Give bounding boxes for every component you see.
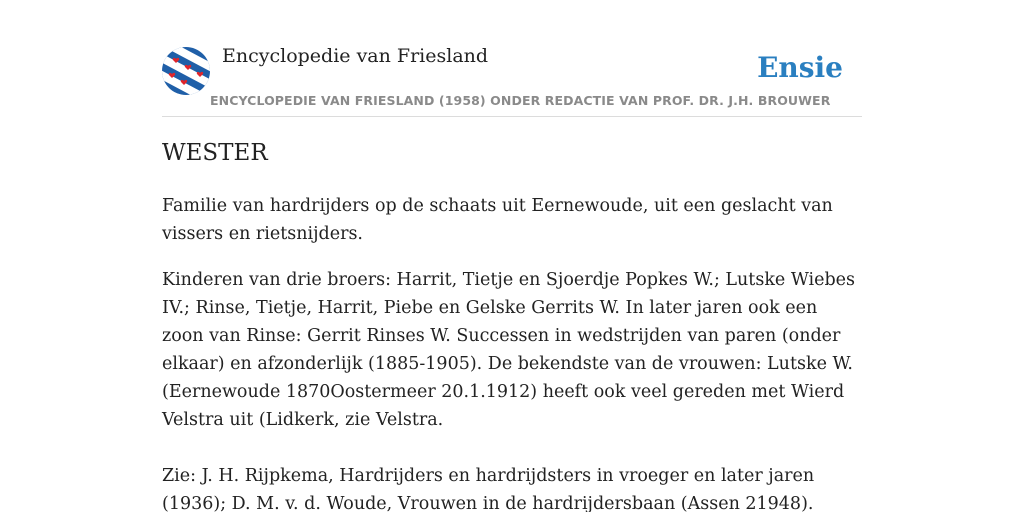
site-title[interactable]: Encyclopedie van Friesland (222, 45, 489, 67)
brand-logo[interactable]: Ensie (757, 51, 843, 84)
page-title: WESTER (162, 140, 268, 166)
page-container (162, 0, 862, 512)
article-paragraph: Kinderen van drie broers: Harrit, Tietje en Sjoerdje Popkes W.; Lutske Wiebes IV.; Rinse, Tietje, Harrit, Piebe en Gelske Gerrits W. In later jaren ook een zoon van Rinse: Gerrit Rinses W. Successen in wedstrijden van paren (onder elkaar) en afzonderlijk (1885-1905). De bekendste van de vrouwen: Lutske W. (Eernewoude 1870Oostermeer 20.1.1912) heeft ook veel gereden met Wierd Velstra uit (Lidkerk, zie Velstra. (162, 270, 856, 430)
article-paragraph: Familie van hardrijders op de schaats uit Eernewoude, uit een geslacht van vissers en rietsnijders. (162, 196, 833, 244)
site-subtitle: ENCYCLOPEDIE VAN FRIESLAND (1958) ONDER REDACTIE VAN PROF. DR. J.H. BROUWER (210, 93, 831, 108)
frisian-flag-logo-icon[interactable] (162, 47, 210, 95)
site-header (162, 0, 862, 117)
article-paragraph: Zie: J. H. Rijpkema, Hardrijders en hardrijdsters in vroeger en later jaren (1936); D. M. v. d. Woude, Vrouwen in de hardrijdersbaan (Assen 21948). (162, 466, 815, 512)
